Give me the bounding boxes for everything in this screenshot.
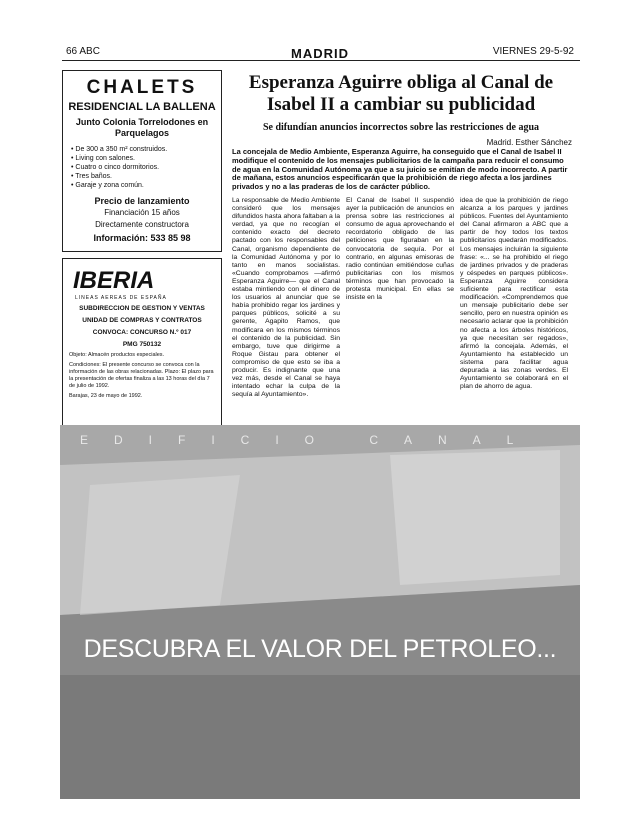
iberia-logo: IBERIA [73,267,155,294]
page-number: 66 ABC [66,46,100,57]
feature-item: • Garaje y zona común. [71,182,144,189]
article-column-1: La responsable de Medio Ambiente consideró que los mensajes difundidos hasta ahora faltaban a la verdad, ya que no recogían el contenido exacto del decreto pactado con los responsables del Canal, organismo dependiente de la Comunidad Autónoma y por lo tanto en manos socialistas. «Cuando comprobamos —afirmó Esperanza Aguirre— que el Canal estaba mintiendo con el dinero de los usuarios al anunciar que se había prohibido regar los jardines y parques públicos, solicité a su gerente, Agapito Ramos, que modificara en los mismos términos el contenido de la publicidad. Sin embargo, tuve que dirigirme a Roque Gistau para obtener el compromiso de que esto se iba a producir. Es indignante que una vez más, desde el Canal se haya intentado echar la culpa de la sequía al Ayuntamiento». [232,197,340,399]
banner-background-image [60,425,580,799]
feature-item: • Living con salones. [71,155,135,162]
price-label: Precio de lanzamiento [94,196,190,206]
iberia-heading-1: SUBDIRECCION DE GESTION Y VENTAS [79,305,205,312]
banner-slogan: DESCUBRA EL VALOR DEL PETROLEO... [83,635,557,663]
iberia-date: Barajas, 23 de mayo de 1992. [69,393,143,399]
chalets-location: Junto Colonia Torrelodones en Parquelagos [75,117,209,138]
chalets-subtitle: RESIDENCIAL LA BALLENA [68,101,216,113]
article-headline: Esperanza Aguirre obliga al Canal de Isabel II a cambiar su publicidad [248,72,554,115]
petroleum-banner-ad [60,425,580,799]
issue-date: VIERNES 29-5-92 [492,46,574,57]
info-phone: Información: 533 85 98 [93,233,191,243]
iberia-object: Objeto: Almacén productos especiales. [69,352,165,358]
article-byline: Madrid. Esther Sánchez [486,138,572,147]
iberia-ad [62,258,222,430]
chalets-ad [62,70,222,252]
financing-text: Financiación 15 años [104,208,180,217]
chalets-title: CHALETS [86,77,198,98]
header-rule [62,60,580,61]
feature-item: • Tres baños. [71,173,112,180]
iberia-conditions: Condiciones: El presente concurso se convoca con la información de las obras relacionadas. Plazo: El plazo para la presentación de ofertas finaliza a las 13 horas del día 7 de julio de 1992. [69,362,214,389]
iberia-heading-2: UNIDAD DE COMPRAS Y CONTRATOS [82,317,202,324]
direct-text: Directamente constructora [95,220,189,229]
section-title: MADRID [291,46,349,61]
iberia-contest: CONVOCA: CONCURSO N.º 017 [92,329,192,336]
iberia-ref: PMG 750132 [122,341,162,348]
article-column-2: El Canal de Isabel II suspendió ayer la publicación de anuncios en prensa sobre las restricciones al consumo de agua aprovechando el recordatorio obligado de las peticiones que figuraban en la convocatoria de sequía. Por el contrario, en algunas emisoras de radio continúan emitiéndose cuñas publicitarias con los mismos términos que han provocado la protesta municipal. En ellas se insiste en la [346,197,454,302]
chalets-features [71,145,221,190]
article-subhead: Se difundían anuncios incorrectos sobre las restricciones de agua [262,122,540,133]
article-column-3: idea de que la prohibición de riego alcanza a los parques y jardines públicos. Fuentes del Ayuntamiento del Canal afirmaron a ABC que a partir de hoy todos los textos publicitarios quedarán modificados. Los mensajes incluirán la siguiente frase: «... se ha prohibido el riego de jardines privados y de praderas y céspedes en parques públicos». Esperanza Aguirre considera suficiente para rectificar esta modificación. «Comprendemos que un mensaje publicitario debe ser sencillo, pero en nuestra opinión es necesario aclarar que la prohibición no afecta a los árboles históricos, ya que necesitan ser regados», afirmó la concejala. Además, el Ayuntamiento ha establecido un sistema para facilitar agua depurada a las zonas verdes. El Ayuntamiento se colaborará en el plan de ahorro de agua. [460,197,568,391]
feature-item: • De 300 a 350 m² construidos. [71,146,168,153]
feature-item: • Cuatro o cinco dormitorios. [71,164,160,171]
banner-top-text: EDIFICIO CANAL [80,433,540,447]
article-lead: La concejala de Medio Ambiente, Esperanza Aguirre, ha conseguido que el Canal de Isabel II modifique el contenido de los mensajes publicitarios de la campaña para reducir el consumo de agua en la Comunidad Autónoma ya que a su juicio se emitían de modo incorrecto. A partir de mañana, estos anuncios especificarán que la prohibición de riego afecta a los jardines privados y no a las praderas de los de carácter público. [232,147,568,192]
iberia-tagline: LINEAS AEREAS DE ESPAÑA [75,295,167,301]
